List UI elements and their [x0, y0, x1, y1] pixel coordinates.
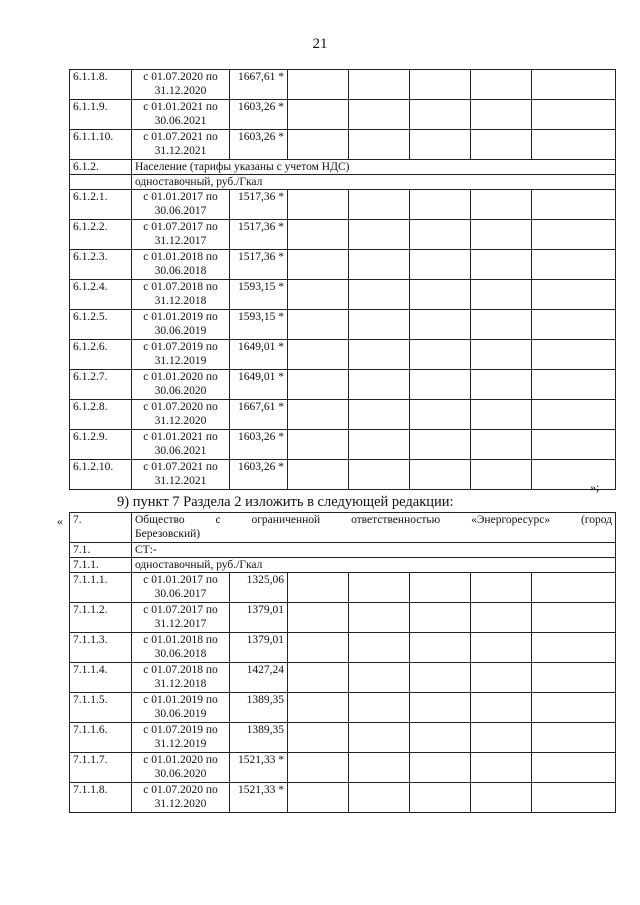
table-row: [70, 693, 616, 723]
row-code: 6.1.1.9.: [70, 100, 132, 130]
period-end: 30.06.2017: [154, 588, 207, 600]
period-cell: [132, 430, 230, 460]
empty-cell: [288, 693, 349, 723]
empty-cell: [410, 190, 471, 220]
period-end: 31.12.2020: [154, 415, 207, 427]
org-word: Общество: [135, 514, 185, 526]
table-row: [70, 603, 616, 633]
period-cell: [132, 310, 230, 340]
period-end: 30.06.2018: [154, 265, 207, 277]
row-heading-text: одноставочный, руб./Гкал: [132, 558, 616, 573]
period-cell: [132, 100, 230, 130]
period-end: 31.12.2021: [154, 145, 207, 157]
period-cell: [132, 130, 230, 160]
empty-cell: [471, 400, 532, 430]
period-cell: [132, 400, 230, 430]
period-end: 30.06.2021: [154, 115, 207, 127]
tariff-value: 1379,01: [230, 633, 288, 663]
empty-cell: [410, 250, 471, 280]
empty-cell: [471, 573, 532, 603]
tariff-value: 1593,15 *: [230, 310, 288, 340]
period-start: с 01.07.2021 по: [143, 461, 218, 473]
empty-cell: [288, 250, 349, 280]
row-code: 6.1.1.8.: [70, 70, 132, 100]
empty-cell: [532, 310, 616, 340]
period-cell: [132, 663, 230, 693]
period-cell: [132, 250, 230, 280]
tariff-value: 1517,36 *: [230, 220, 288, 250]
period-start: с 01.01.2017 по: [143, 191, 218, 203]
row-heading-text: Население (тарифы указаны с учетом НДС): [132, 160, 616, 175]
org-name-line-2: Березовский): [135, 528, 201, 540]
table-row: [70, 573, 616, 603]
period-start: с 01.01.2020 по: [143, 371, 218, 383]
empty-cell: [410, 280, 471, 310]
empty-cell: [532, 190, 616, 220]
empty-cell: [410, 370, 471, 400]
empty-cell: [532, 250, 616, 280]
table-row: [70, 430, 616, 460]
org-name-line-1: [135, 513, 612, 527]
empty-cell: [288, 280, 349, 310]
empty-cell: [410, 753, 471, 783]
period-start: с 01.07.2020 по: [143, 401, 218, 413]
period-cell: [132, 603, 230, 633]
row-code: 6.1.2.1.: [70, 190, 132, 220]
table-row: [70, 370, 616, 400]
row-heading-text: одноставочный, руб./Гкал: [132, 175, 616, 190]
period-end: 31.12.2017: [154, 235, 207, 247]
empty-cell: [532, 633, 616, 663]
table-row: [70, 460, 616, 490]
empty-cell: [410, 663, 471, 693]
row-code: 7.1.1.6.: [70, 723, 132, 753]
empty-cell: [288, 220, 349, 250]
empty-cell: [349, 220, 410, 250]
period-cell: [132, 693, 230, 723]
empty-cell: [532, 753, 616, 783]
empty-cell: [410, 693, 471, 723]
row-code: 6.1.2.7.: [70, 370, 132, 400]
row-code: 6.1.2.4.: [70, 280, 132, 310]
period-start: с 01.07.2018 по: [143, 664, 218, 676]
tariff-value: 1603,26 *: [230, 460, 288, 490]
row-code: 7.1.1.1.: [70, 573, 132, 603]
period-end: 31.12.2020: [154, 85, 207, 97]
period-start: с 01.01.2021 по: [143, 431, 218, 443]
closing-quote-mark: »;: [590, 480, 600, 494]
period-end: 30.06.2021: [154, 445, 207, 457]
period-end: 30.06.2020: [154, 385, 207, 397]
empty-cell: [349, 310, 410, 340]
empty-cell: [349, 70, 410, 100]
row-code: 6.1.2.6.: [70, 340, 132, 370]
period-cell: [132, 573, 230, 603]
empty-cell: [410, 100, 471, 130]
table-row-heading: [70, 543, 616, 558]
org-word: (город: [580, 514, 612, 526]
row-code: 7.1.1.2.: [70, 603, 132, 633]
empty-cell: [349, 250, 410, 280]
empty-cell: [410, 430, 471, 460]
tariff-table-section-6: [69, 69, 616, 490]
empty-cell: [471, 370, 532, 400]
row-code: 6.1.2.10.: [70, 460, 132, 490]
empty-cell: [288, 190, 349, 220]
empty-cell: [288, 573, 349, 603]
tariff-value: 1593,15 *: [230, 280, 288, 310]
tariff-value: 1517,36 *: [230, 250, 288, 280]
period-end: 30.06.2018: [154, 648, 207, 660]
empty-cell: [532, 573, 616, 603]
empty-cell: [288, 663, 349, 693]
empty-cell: [349, 693, 410, 723]
empty-cell: [532, 340, 616, 370]
tariff-value: 1667,61 *: [230, 70, 288, 100]
empty-cell: [288, 100, 349, 130]
period-start: с 01.07.2018 по: [143, 281, 218, 293]
table-row: [70, 250, 616, 280]
period-end: 30.06.2020: [154, 768, 207, 780]
empty-cell: [349, 430, 410, 460]
empty-cell: [471, 190, 532, 220]
table-row: [70, 130, 616, 160]
tariff-value: 1521,33 *: [230, 783, 288, 813]
empty-cell: [471, 310, 532, 340]
empty-cell: [349, 400, 410, 430]
period-cell: [132, 70, 230, 100]
period-cell: [132, 370, 230, 400]
org-row: [70, 513, 616, 543]
table-row: [70, 723, 616, 753]
row-code: 7.1.1.7.: [70, 753, 132, 783]
period-cell: [132, 190, 230, 220]
empty-cell: [471, 693, 532, 723]
tariff-value: 1649,01 *: [230, 370, 288, 400]
row-code: 7.1.1.4.: [70, 663, 132, 693]
org-word: с: [215, 514, 221, 526]
row-code: 6.1.2.8.: [70, 400, 132, 430]
empty-cell: [349, 460, 410, 490]
empty-cell: [532, 693, 616, 723]
period-start: с 01.07.2017 по: [143, 604, 218, 616]
period-end: 31.12.2020: [154, 798, 207, 810]
empty-cell: [532, 603, 616, 633]
empty-cell: [471, 100, 532, 130]
empty-cell: [471, 280, 532, 310]
tariff-value: 1667,61 *: [230, 400, 288, 430]
row-code: [70, 175, 132, 190]
table-row-heading: [70, 160, 616, 175]
row-code: 7.: [70, 513, 132, 543]
period-end: 30.06.2017: [154, 205, 207, 217]
empty-cell: [532, 723, 616, 753]
period-end: 31.12.2021: [154, 475, 207, 487]
table-row-heading: [70, 175, 616, 190]
empty-cell: [410, 723, 471, 753]
empty-cell: [349, 280, 410, 310]
org-word: ответственностью: [351, 514, 441, 526]
period-cell: [132, 220, 230, 250]
row-code: 6.1.2.9.: [70, 430, 132, 460]
row-code: 6.1.2.3.: [70, 250, 132, 280]
empty-cell: [532, 400, 616, 430]
empty-cell: [349, 100, 410, 130]
empty-cell: [349, 633, 410, 663]
table-row: [70, 400, 616, 430]
period-start: с 01.01.2018 по: [143, 634, 218, 646]
period-cell: [132, 723, 230, 753]
empty-cell: [288, 753, 349, 783]
row-code: 7.1.1.3.: [70, 633, 132, 663]
empty-cell: [532, 370, 616, 400]
empty-cell: [410, 400, 471, 430]
empty-cell: [349, 370, 410, 400]
row-code: 7.1.1.: [70, 558, 132, 573]
empty-cell: [532, 280, 616, 310]
empty-cell: [410, 603, 471, 633]
tariff-value: 1517,36 *: [230, 190, 288, 220]
row-code: 6.1.2.: [70, 160, 132, 175]
empty-cell: [349, 340, 410, 370]
empty-cell: [410, 130, 471, 160]
empty-cell: [349, 753, 410, 783]
table-row: [70, 663, 616, 693]
period-end: 31.12.2017: [154, 618, 207, 630]
empty-cell: [349, 603, 410, 633]
period-start: с 01.01.2021 по: [143, 101, 218, 113]
tariff-value: 1603,26 *: [230, 430, 288, 460]
tariff-value: 1603,26 *: [230, 130, 288, 160]
table-row: [70, 190, 616, 220]
org-name-cell: [132, 513, 616, 543]
empty-cell: [532, 130, 616, 160]
table-row: [70, 220, 616, 250]
empty-cell: [471, 603, 532, 633]
empty-cell: [471, 130, 532, 160]
empty-cell: [410, 460, 471, 490]
empty-cell: [410, 70, 471, 100]
empty-cell: [471, 663, 532, 693]
empty-cell: [532, 663, 616, 693]
period-cell: [132, 280, 230, 310]
row-heading-text: СТ:-: [132, 543, 616, 558]
period-start: с 01.07.2019 по: [143, 341, 218, 353]
empty-cell: [288, 633, 349, 663]
empty-cell: [471, 220, 532, 250]
tariff-value: 1389,35: [230, 723, 288, 753]
empty-cell: [288, 130, 349, 160]
empty-cell: [410, 573, 471, 603]
empty-cell: [349, 130, 410, 160]
tariff-value: 1521,33 *: [230, 753, 288, 783]
empty-cell: [471, 783, 532, 813]
empty-cell: [471, 340, 532, 370]
row-code: 6.1.1.10.: [70, 130, 132, 160]
empty-cell: [349, 573, 410, 603]
period-end: 30.06.2019: [154, 708, 207, 720]
period-start: с 01.01.2017 по: [143, 574, 218, 586]
empty-cell: [410, 783, 471, 813]
tariff-value: 1379,01: [230, 603, 288, 633]
empty-cell: [288, 460, 349, 490]
empty-cell: [410, 633, 471, 663]
empty-cell: [532, 430, 616, 460]
period-start: с 01.07.2021 по: [143, 131, 218, 143]
empty-cell: [288, 340, 349, 370]
tariff-value: 1389,35: [230, 693, 288, 723]
empty-cell: [471, 250, 532, 280]
tariff-value: 1649,01 *: [230, 340, 288, 370]
period-start: с 01.01.2018 по: [143, 251, 218, 263]
empty-cell: [471, 70, 532, 100]
empty-cell: [349, 663, 410, 693]
tariff-value: 1325,06: [230, 573, 288, 603]
table-row: [70, 280, 616, 310]
table-row: [70, 310, 616, 340]
empty-cell: [532, 220, 616, 250]
empty-cell: [288, 783, 349, 813]
period-end: 31.12.2018: [154, 295, 207, 307]
period-end: 31.12.2018: [154, 678, 207, 690]
empty-cell: [288, 70, 349, 100]
period-start: с 01.07.2020 по: [143, 784, 218, 796]
period-end: 31.12.2019: [154, 355, 207, 367]
period-end: 31.12.2019: [154, 738, 207, 750]
row-code: 6.1.2.5.: [70, 310, 132, 340]
period-cell: [132, 783, 230, 813]
empty-cell: [288, 603, 349, 633]
period-start: с 01.07.2020 по: [143, 71, 218, 83]
period-cell: [132, 340, 230, 370]
period-start: с 01.07.2017 по: [143, 221, 218, 233]
empty-cell: [288, 400, 349, 430]
table-row: [70, 100, 616, 130]
page-number: 21: [312, 36, 328, 52]
period-start: с 01.01.2019 по: [143, 311, 218, 323]
empty-cell: [532, 100, 616, 130]
org-word: «Энергоресурс»: [471, 514, 551, 526]
table-row: [70, 753, 616, 783]
empty-cell: [471, 723, 532, 753]
row-code: 7.1.1.8.: [70, 783, 132, 813]
period-end: 30.06.2019: [154, 325, 207, 337]
empty-cell: [349, 783, 410, 813]
table-row: [70, 70, 616, 100]
table-row: [70, 340, 616, 370]
empty-cell: [532, 783, 616, 813]
table-row: [70, 783, 616, 813]
empty-cell: [410, 220, 471, 250]
period-cell: [132, 460, 230, 490]
row-code: 7.1.1.5.: [70, 693, 132, 723]
empty-cell: [410, 340, 471, 370]
empty-cell: [410, 310, 471, 340]
table-row-heading: [70, 558, 616, 573]
period-start: с 01.07.2019 по: [143, 724, 218, 736]
empty-cell: [471, 460, 532, 490]
item-9-instruction: 9) пункт 7 Раздела 2 изложить в следующей редакции:: [117, 494, 454, 510]
empty-cell: [471, 753, 532, 783]
tariff-value: 1427,24: [230, 663, 288, 693]
period-cell: [132, 633, 230, 663]
empty-cell: [349, 190, 410, 220]
tariff-table-section-7: [69, 512, 616, 813]
empty-cell: [288, 430, 349, 460]
org-word: ограниченной: [251, 514, 321, 526]
table-row: [70, 633, 616, 663]
empty-cell: [349, 723, 410, 753]
empty-cell: [471, 633, 532, 663]
empty-cell: [288, 723, 349, 753]
empty-cell: [288, 370, 349, 400]
empty-cell: [288, 310, 349, 340]
empty-cell: [471, 430, 532, 460]
row-code: 6.1.2.2.: [70, 220, 132, 250]
period-start: с 01.01.2019 по: [143, 694, 218, 706]
empty-cell: [532, 70, 616, 100]
tariff-value: 1603,26 *: [230, 100, 288, 130]
opening-quote-mark: «: [57, 514, 63, 528]
period-start: с 01.01.2020 по: [143, 754, 218, 766]
row-code: 7.1.: [70, 543, 132, 558]
empty-cell: [532, 460, 616, 490]
period-cell: [132, 753, 230, 783]
